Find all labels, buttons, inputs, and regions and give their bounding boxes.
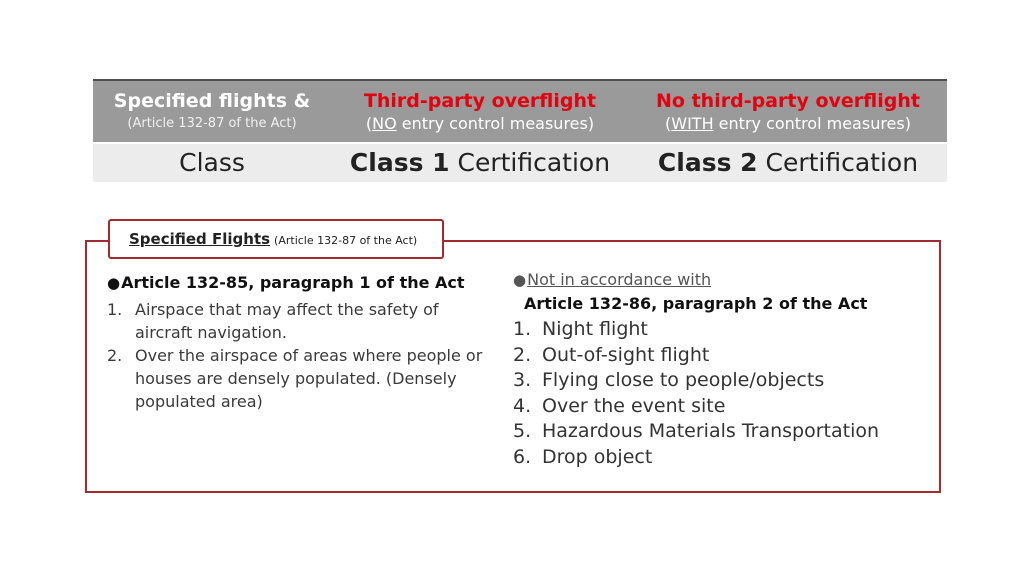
list-item-number: 3. <box>513 369 532 391</box>
class-2-certification <box>629 144 947 182</box>
header-with-emphasis: WITH <box>671 114 714 133</box>
bullet-icon: ● <box>107 274 121 292</box>
list-item-number: 1. <box>513 318 532 340</box>
header-no-third-party-overflight: No third-party overflight <box>656 90 920 112</box>
list-item-number: 5. <box>513 420 532 442</box>
header-with-entry-open-paren: ( <box>665 114 672 133</box>
header-with-entry-rest: entry control measures) <box>713 114 911 133</box>
article-132-86-section <box>513 268 933 470</box>
header-no-entry-control <box>331 113 629 135</box>
list-item-text: Drop object <box>542 445 653 468</box>
list-item <box>513 343 933 369</box>
header-article-note: (Article 132-87 of the Act) <box>127 116 297 131</box>
table-class-row <box>93 144 947 182</box>
class-2-label: Class 2 <box>657 148 758 177</box>
header-cell-third-party <box>331 81 629 142</box>
list-item <box>513 445 933 471</box>
class-1-certification-text: Certification <box>449 148 611 177</box>
bullet-icon: ● <box>513 271 527 289</box>
header-with-entry-control <box>629 113 947 135</box>
list-item <box>513 394 933 420</box>
class-1-certification <box>331 144 629 182</box>
class-label: Class <box>179 148 245 177</box>
list-item <box>107 344 497 413</box>
header-no-emphasis: NO <box>372 114 397 133</box>
list-item-number: 2. <box>107 346 123 365</box>
header-specified-flights-label: Specified flights & <box>113 90 311 112</box>
article-132-85-heading <box>107 271 497 295</box>
list-item <box>513 419 933 445</box>
specified-flights-tab-text <box>129 230 417 248</box>
list-item-number: 4. <box>513 394 532 417</box>
table-header-row <box>93 81 947 144</box>
article-132-85-section <box>107 271 497 413</box>
header-third-party-overflight: Third-party overflight <box>363 90 597 112</box>
list-item-text: Flying close to people/objects <box>542 369 825 391</box>
not-in-accordance-text: Not in accordance with <box>527 270 712 289</box>
article-132-85-list <box>107 298 497 413</box>
list-item-number: 6. <box>513 445 532 468</box>
article-132-86-heading: Article 132-86, paragraph 2 of the Act <box>524 294 868 313</box>
article-132-85-heading-text: Article 132-85, paragraph 1 of the Act <box>121 273 465 292</box>
list-item <box>107 298 497 344</box>
not-in-accordance-with <box>513 268 933 292</box>
class-1-label: Class 1 <box>349 148 450 177</box>
list-item <box>513 317 933 343</box>
header-no-entry-rest: entry control measures) <box>396 114 595 133</box>
list-item-text: Hazardous Materials Transportation <box>542 420 880 442</box>
header-cell-specified-flights <box>93 81 331 142</box>
list-item-number: 2. <box>513 343 532 366</box>
article-132-86-list <box>513 317 933 470</box>
list-item-number: 1. <box>107 300 123 319</box>
list-item-text: Out-of-sight flight <box>542 343 710 366</box>
certification-table <box>93 79 947 182</box>
specified-flights-title: Specified Flights <box>129 230 271 248</box>
specified-flights-tab <box>108 219 444 259</box>
list-item-text: Night flight <box>542 318 648 340</box>
list-item-text: Over the event site <box>542 394 726 417</box>
header-no-entry-open-paren: ( <box>365 114 373 133</box>
specified-flights-article-note: (Article 132-87 of the Act) <box>274 234 418 247</box>
class-2-certification-text: Certification <box>757 148 919 177</box>
header-cell-no-third-party <box>629 81 947 142</box>
list-item <box>513 368 933 394</box>
list-item-text: Airspace that may affect the safety of aircraft navigation. <box>135 300 439 342</box>
list-item-text: Over the airspace of areas where people or houses are densely populated. (Densely populated area) <box>135 346 483 411</box>
